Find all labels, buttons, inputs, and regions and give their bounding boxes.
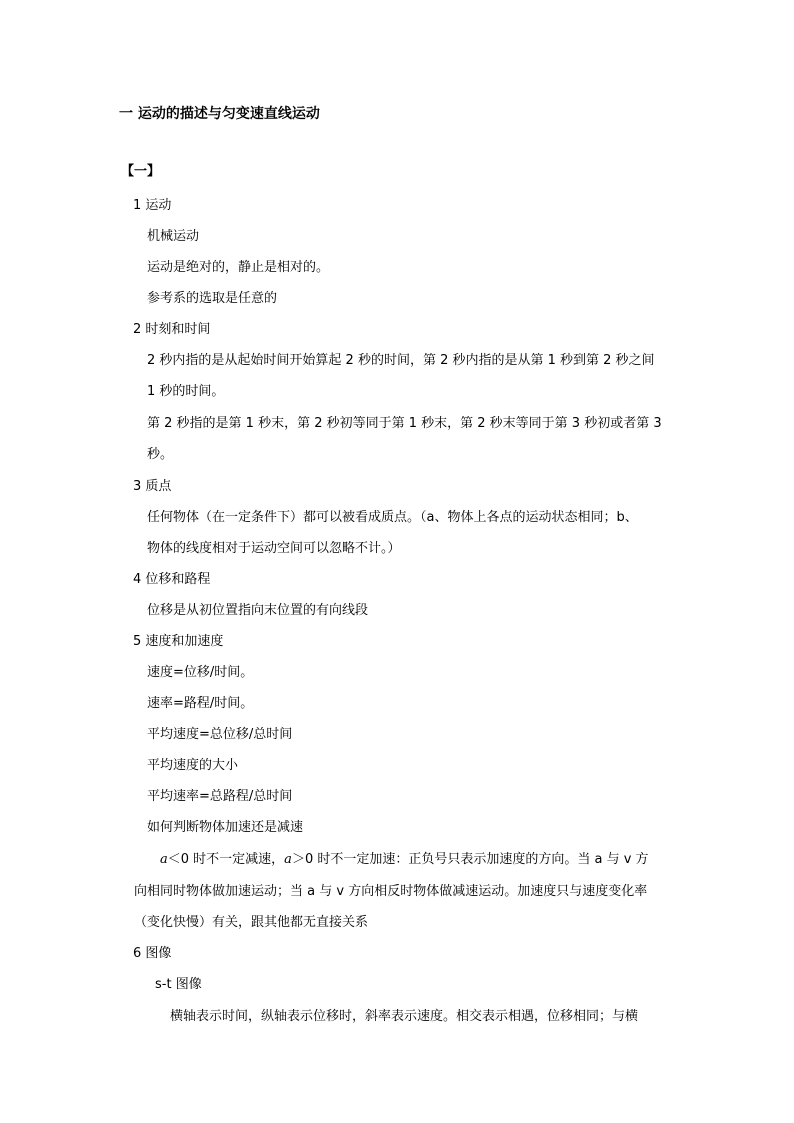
paragraph: 运动是绝对的，静止是相对的。 — [147, 260, 330, 275]
paragraph-acceleration — [160, 852, 649, 868]
subheading-st-graph: s-t 图像 — [155, 977, 202, 992]
paragraph: 1 秒的时间。 — [147, 384, 225, 399]
paragraph: 向相同时物体做加速运动；当 a 与 v 方向相反时物体做减速运动。加速度只与速度变化率 — [134, 884, 648, 899]
section-marker: 【一】 — [121, 164, 161, 179]
paragraph: 如何判断物体加速还是减速 — [147, 820, 304, 835]
document-title: 一 运动的描述与匀变速直线运动 — [119, 106, 320, 122]
paragraph: 平均速度的大小 — [147, 758, 239, 773]
paragraph: 速率=路程/时间。 — [147, 696, 254, 711]
paragraph: 横轴表示时间，纵轴表示位移时，斜率表示速度。相交表示相遇，位移相同；与横 — [170, 1009, 639, 1024]
paragraph: 速度=位移/时间。 — [147, 665, 254, 680]
text-run: ＜0 时不一定减速， — [167, 852, 285, 867]
paragraph: 平均速率=总路程/总时间 — [147, 789, 293, 804]
paragraph: 机械运动 — [147, 229, 200, 244]
heading-velocity: 5 速度和加速度 — [133, 634, 224, 649]
heading-particle: 3 质点 — [133, 479, 172, 494]
heading-motion: 1 运动 — [133, 198, 172, 213]
heading-displacement: 4 位移和路程 — [133, 572, 211, 587]
paragraph: 第 2 秒指的是第 1 秒末，第 2 秒初等同于第 1 秒末，第 2 秒末等同于第 3 秒初或者第 3 — [147, 416, 662, 431]
variable-a: a — [160, 852, 168, 867]
variable-a: a — [284, 852, 292, 867]
heading-graphs: 6 图像 — [133, 946, 172, 961]
paragraph: 任何物体（在一定条件下）都可以被看成质点。（a、物体上各点的运动状态相同；b、 — [147, 510, 638, 525]
heading-time: 2 时刻和时间 — [133, 322, 211, 337]
paragraph: （变化快慢）有关，跟其他都无直接关系 — [134, 915, 369, 930]
text-run: ＞0 时不一定加速：正负号只表示加速度的方向。当 a 与 v 方 — [291, 852, 649, 867]
paragraph: 秒。 — [147, 447, 174, 462]
paragraph: 2 秒内指的是从起始时间开始算起 2 秒的时间，第 2 秒内指的是从第 1 秒到第 2 秒之间 — [147, 353, 655, 368]
paragraph: 位移是从初位置指向末位置的有向线段 — [147, 603, 369, 618]
paragraph: 平均速度=总位移/总时间 — [147, 727, 293, 742]
paragraph: 参考系的选取是任意的 — [147, 291, 278, 306]
paragraph: 物体的线度相对于运动空间可以忽略不计。） — [147, 541, 401, 556]
